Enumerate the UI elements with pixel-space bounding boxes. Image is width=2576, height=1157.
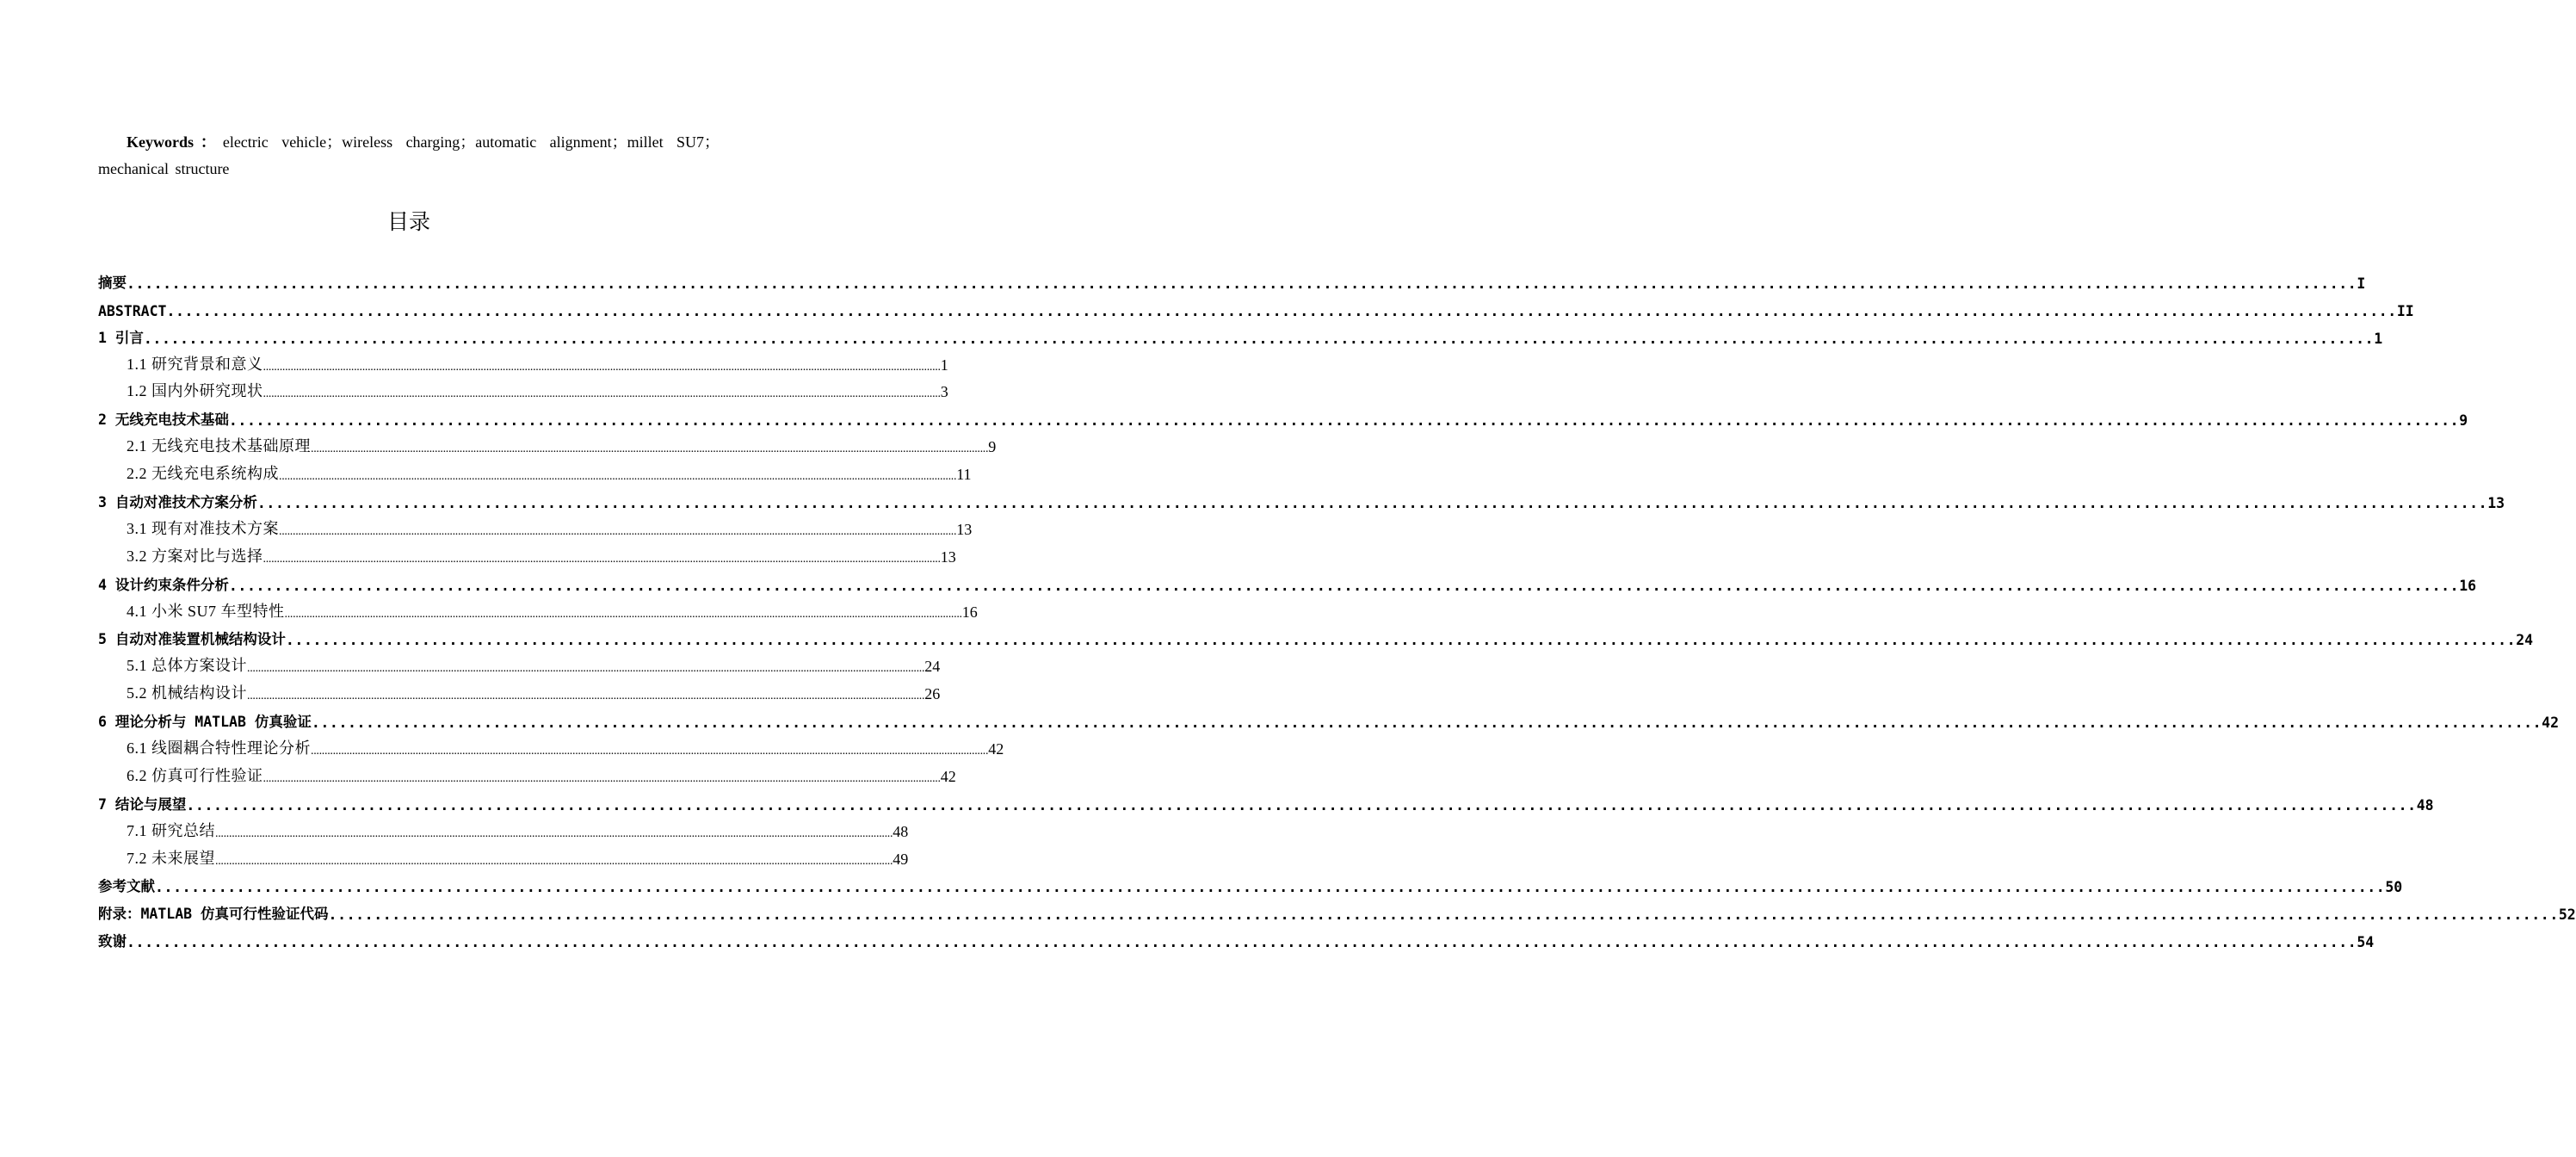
toc-page-number: 16: [961, 603, 978, 621]
toc-page-number: 52: [2558, 906, 2576, 924]
toc-entry-label: 4 设计约束条件分析: [98, 576, 229, 593]
toc-page-number: 48: [893, 822, 909, 840]
toc-page-number: II: [2396, 302, 2414, 319]
toc-entry-label: 摘要: [98, 274, 127, 291]
toc-entry-label: 附录：MATLAB 仿真可行性验证代码: [98, 906, 329, 923]
toc-dot-leader: ......................................................................................................................................................................................................................................................: [215, 826, 893, 840]
toc-entry-label: 7.1 研究总结: [127, 821, 215, 839]
toc-dot-leader: ......................................................................................................................................................................................................................................................: [186, 796, 2417, 814]
toc-dot-leader: ......................................................................................................................................................................................................................................................: [285, 632, 2517, 649]
toc-entry-label: 1.2 国内外研究现状: [127, 382, 263, 400]
toc-dot-leader: ......................................................................................................................................................................................................................................................: [263, 552, 941, 566]
toc-entry-section[interactable]: [98, 511, 973, 539]
toc-entry-label: 3.2 方案对比与选择: [127, 547, 263, 565]
toc-entry-section[interactable]: [98, 347, 948, 374]
toc-dot-leader: ......................................................................................................................................................................................................................................................: [284, 607, 962, 621]
toc-entry-section[interactable]: [98, 676, 941, 703]
toc-page-number: 9: [2459, 412, 2468, 430]
toc-dot-leader: ......................................................................................................................................................................................................................................................: [127, 275, 2357, 292]
toc-dot-leader: ......................................................................................................................................................................................................................................................: [311, 715, 2542, 732]
toc-entry-chapter[interactable]: [98, 869, 2403, 896]
toc-entry-section[interactable]: [98, 539, 956, 566]
toc-dot-leader: ......................................................................................................................................................................................................................................................: [143, 330, 2375, 347]
toc-page-number: 42: [2542, 715, 2560, 732]
toc-entry-section[interactable]: [98, 374, 948, 402]
toc-page-number: 42: [940, 767, 956, 785]
toc-entry-chapter[interactable]: [98, 895, 2576, 924]
toc-page-number: 13: [2487, 495, 2505, 512]
toc-dot-leader: ......................................................................................................................................................................................................................................................: [256, 495, 2488, 512]
toc-page-number: 13: [956, 520, 973, 538]
toc-entry-label: 1 引言: [98, 329, 144, 346]
toc-entry-chapter[interactable]: [98, 703, 2560, 732]
toc-entry-section[interactable]: [98, 594, 978, 622]
toc-entry-label: 6.2 仿真可行性验证: [127, 766, 263, 784]
toc-entry-label: 4.1 小米 SU7 车型特性: [127, 602, 285, 620]
toc-dot-leader: ......................................................................................................................................................................................................................................................: [263, 387, 941, 401]
toc-dot-leader: ......................................................................................................................................................................................................................................................: [311, 442, 989, 456]
toc-entry-label: 致谢: [98, 933, 127, 950]
keywords-paragraph: [98, 129, 720, 183]
toc-entry-chapter[interactable]: [98, 264, 2366, 292]
toc-page-number: 48: [2416, 796, 2434, 814]
toc-page-number: 49: [893, 850, 909, 868]
toc-dot-leader: ......................................................................................................................................................................................................................................................: [279, 524, 957, 538]
toc-page-number: 42: [988, 740, 1004, 758]
toc-entry-label: 7 结论与展望: [98, 795, 187, 813]
toc-entry-chapter[interactable]: [98, 786, 2434, 814]
toc-entry-chapter[interactable]: [98, 484, 2505, 512]
toc-dot-leader: ......................................................................................................................................................................................................................................................: [247, 690, 925, 703]
toc-entry-section[interactable]: [98, 758, 956, 786]
toc-page-number: 1: [2374, 330, 2383, 347]
toc-page-number: I: [2357, 275, 2366, 292]
toc-entry-label: 2.2 无线充电系统构成: [127, 465, 279, 483]
toc-entry-chapter[interactable]: [98, 319, 2383, 347]
toc-entry-section[interactable]: [98, 648, 941, 676]
toc-dot-leader: ......................................................................................................................................................................................................................................................: [215, 854, 893, 868]
toc-entry-chapter[interactable]: [98, 292, 2414, 319]
toc-entry-label: 1.1 研究背景和意义: [127, 355, 263, 373]
toc-entry-label: 6.1 线圈耦合特性理论分析: [127, 739, 311, 758]
toc-entry-label: 2.1 无线充电技术基础原理: [127, 437, 311, 455]
toc-entry-label: 7.2 未来展望: [127, 849, 215, 867]
toc-page-number: 26: [924, 685, 941, 703]
toc-title: 目录: [386, 209, 430, 234]
toc-page-number: 11: [956, 466, 972, 484]
keywords-label: Keywords：: [127, 133, 223, 151]
toc-entry-label: 5.2 机械结构设计: [127, 684, 247, 702]
toc-dot-leader: ......................................................................................................................................................................................................................................................: [311, 745, 989, 758]
toc-entry-chapter[interactable]: [98, 622, 2534, 649]
toc-dot-leader: ......................................................................................................................................................................................................................................................: [228, 412, 2460, 430]
toc-dot-leader: ......................................................................................................................................................................................................................................................: [263, 771, 941, 785]
toc-page-number: 24: [924, 658, 941, 676]
toc-dot-leader: ......................................................................................................................................................................................................................................................: [247, 662, 925, 676]
toc-entry-section[interactable]: [98, 731, 1004, 758]
toc-page-number: 16: [2459, 577, 2477, 594]
toc-dot-leader: ......................................................................................................................................................................................................................................................: [279, 470, 957, 484]
toc-dot-leader: ......................................................................................................................................................................................................................................................: [155, 879, 2386, 896]
toc-entry-label: 6 理论分析与 MATLAB 仿真验证: [98, 714, 312, 731]
toc-dot-leader: ......................................................................................................................................................................................................................................................: [127, 934, 2357, 951]
toc-page-number: 9: [988, 438, 997, 456]
toc-dot-leader: ......................................................................................................................................................................................................................................................: [263, 360, 941, 374]
toc-entry-section[interactable]: [98, 456, 972, 484]
toc-entry-section[interactable]: [98, 429, 997, 456]
toc-page-number: 13: [940, 548, 956, 566]
toc-entry-label: 3 自动对准技术方案分析: [98, 494, 257, 511]
toc-entry-chapter[interactable]: [98, 923, 2375, 951]
table-of-contents: [98, 264, 2576, 951]
toc-page-number: 50: [2385, 879, 2403, 896]
toc-entry-label: 参考文献: [98, 878, 155, 895]
toc-entry-section[interactable]: [98, 814, 909, 841]
toc-entry-chapter[interactable]: [98, 566, 2477, 594]
keywords-text: electric vehicle；wireless charging；automatic alignment；millet SU7；mechanical structure: [98, 133, 720, 177]
toc-page-number: 54: [2357, 934, 2375, 951]
toc-entry-chapter[interactable]: [98, 401, 2468, 430]
toc-dot-leader: ......................................................................................................................................................................................................................................................: [166, 302, 2397, 319]
toc-entry-section[interactable]: [98, 841, 909, 869]
toc-entry-label: 3.1 现有对准技术方案: [127, 519, 279, 537]
toc-dot-leader: ......................................................................................................................................................................................................................................................: [228, 577, 2460, 594]
toc-entry-label: 5 自动对准装置机械结构设计: [98, 631, 286, 648]
toc-page-number: 1: [940, 356, 948, 374]
toc-entry-label: 5.1 总体方案设计: [127, 657, 247, 675]
toc-page-number: 3: [940, 383, 948, 401]
toc-page-number: 24: [2516, 632, 2534, 649]
toc-dot-leader: ......................................................................................................................................................................................................................................................: [328, 906, 2559, 924]
toc-entry-label: ABSTRACT: [98, 302, 167, 319]
toc-entry-label: 2 无线充电技术基础: [98, 411, 229, 429]
